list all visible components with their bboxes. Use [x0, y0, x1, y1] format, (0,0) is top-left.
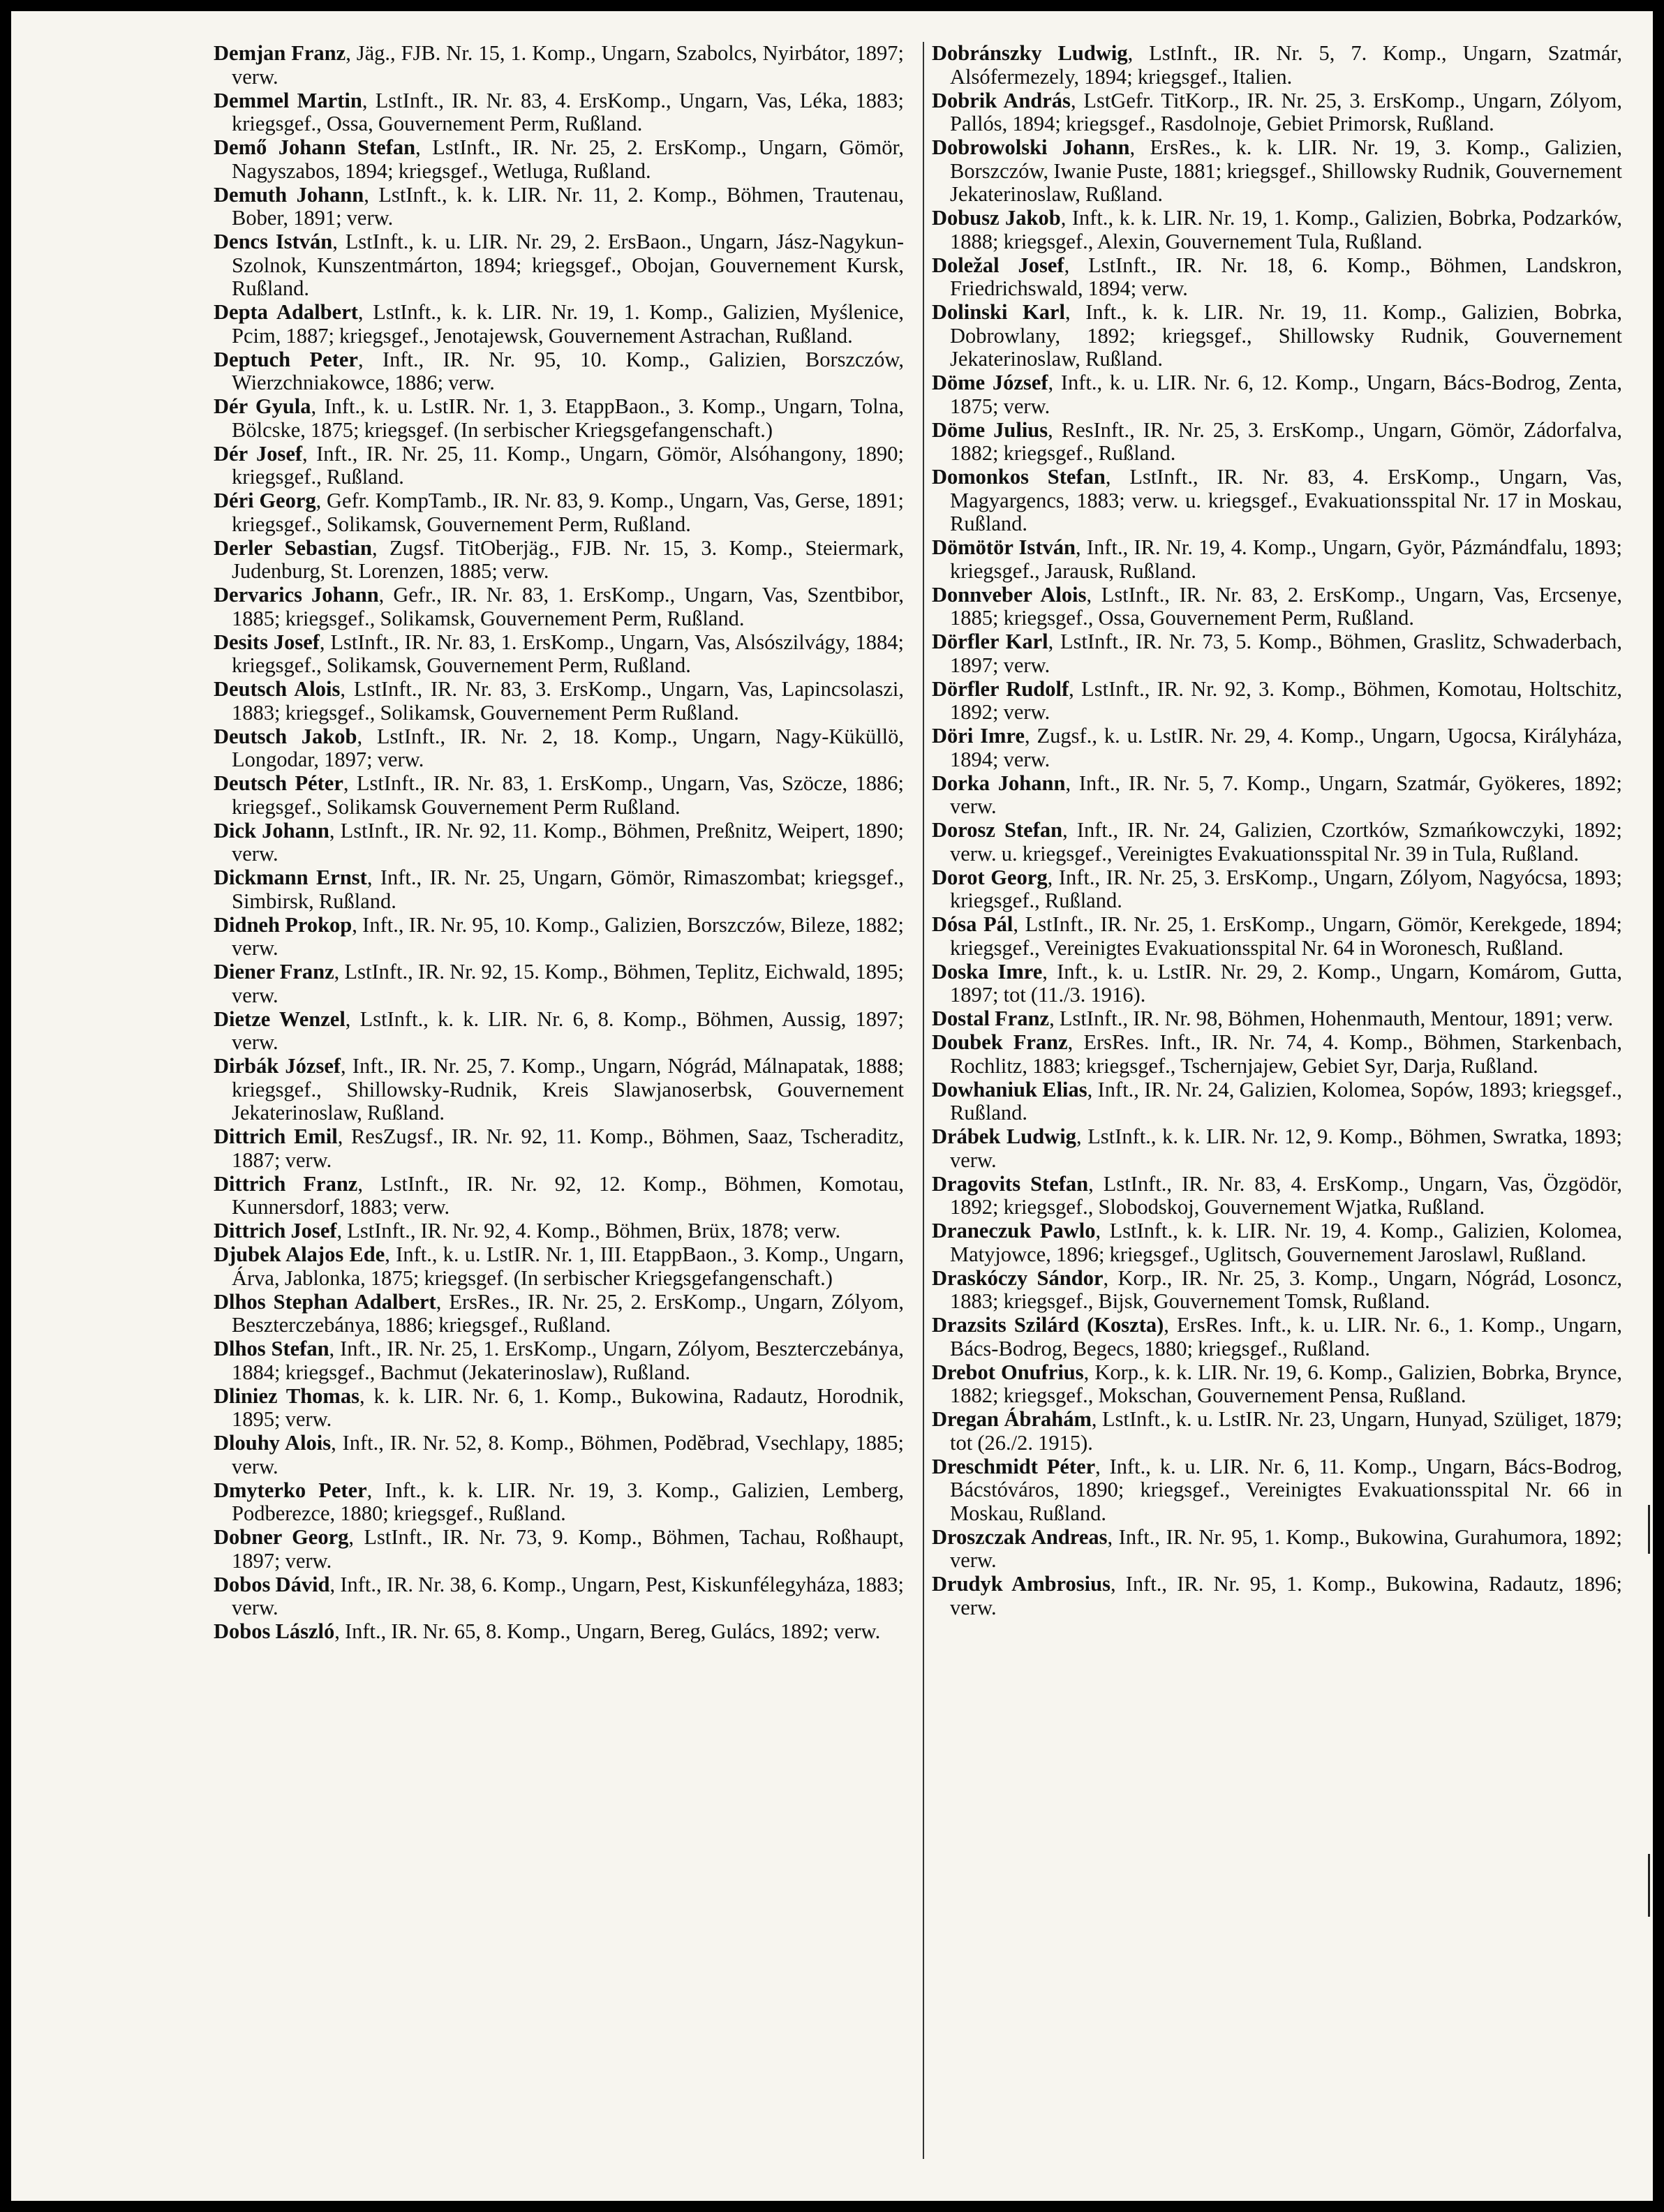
entry-details: Inft., IR. Nr. 24, Galizien, Kolomea, Sopów, 1893; kriegsgef., Rußland. — [950, 1077, 1623, 1124]
entry-details: Inft., k. u. LstIR. Nr. 1, 3. EtappBaon., 3. Komp., Ungarn, Tolna, Bölcske, 1875; kriegsgef. (In serbischer Kriegsgefangenschaft.) — [232, 394, 905, 442]
list-entry: Dreschmidt Péter, Inft., k. u. LIR. Nr. 6, 11. Komp., Ungarn, Bács-Bodrog, Bácstóváros, 1890; kriegsgef., Vereinigtes Evakuationsspital Nr. 66 in Moskau, Rußland. — [932, 1454, 1623, 1525]
entry-name: Déri Georg — [214, 489, 316, 512]
entry-name: Dobrowolski Johann — [932, 135, 1130, 159]
entry-details: Gefr. KompTamb., IR. Nr. 83, 9. Komp., Ungarn, Vas, Gerse, 1891; kriegsgef., Solikamsk, Gouvernement Perm, Rußland. — [232, 489, 905, 536]
list-entry: Dorosz Stefan, Inft., IR. Nr. 24, Galizien, Czortków, Szmańkowczyki, 1892; verw. u. kriegsgef., Vereinigtes Evakuationsspital Nr. 39 in Tula, Rußland. — [932, 818, 1623, 866]
list-entry: Dittrich Franz, LstInft., IR. Nr. 92, 12. Komp., Böhmen, Komotau, Kunnersdorf, 1883; verw. — [214, 1171, 904, 1219]
list-entry: Draskóczy Sándor, Korp., IR. Nr. 25, 3. Komp., Ungarn, Nógrád, Losoncz, 1883; kriegsgef., Bijsk, Gouvernement Tomsk, Rußland. — [932, 1265, 1623, 1313]
entry-name: Dowhaniuk Elias — [932, 1077, 1087, 1101]
edge-mark — [1648, 1505, 1650, 1554]
entry-name: Dörfler Karl — [932, 630, 1048, 653]
entry-name: Döme Julius — [932, 417, 1048, 442]
entry-name: Dirbák József — [214, 1054, 341, 1078]
entry-name: Djubek Alajos Ede — [214, 1242, 385, 1266]
entry-details: LstInft., IR. Nr. 83, 2. ErsKomp., Ungarn, Vas, Ercsenye, 1885; kriegsgef., Ossa, Gouvernement Perm, Rußland. — [950, 582, 1622, 630]
list-entry: Dolinski Karl, Inft., k. k. LIR. Nr. 19, 11. Komp., Galizien, Bobrka, Dobrowlany, 1892; kriegsgef., Shillowsky Rudnik, Gouvernement Jekaterinoslaw, Rußland. — [932, 300, 1622, 371]
entry-details: LstInft., IR. Nr. 83, 4. ErsKomp., Ungarn, Vas, Léka, 1883; kriegsgef., Ossa, Gouvernement Perm, Rußland. — [232, 88, 905, 135]
entry-details: LstInft., IR. Nr. 18, 6. Komp., Böhmen, Landskron, Friedrichswald, 1894; verw. — [950, 253, 1622, 300]
list-entry: Dobrik András, LstGefr. TitKorp., IR. Nr. 25, 3. ErsKomp., Ungarn, Zólyom, Pallós, 1894; kriegsgef., Rasdolnoje, Gebiet Primorsk, Rußland. — [932, 88, 1623, 135]
entry-name: Dickmann Ernst — [214, 866, 367, 889]
entry-details: Inft., IR. Nr. 65, 8. Komp., Ungarn, Bereg, Gulács, 1892; verw. — [344, 1619, 881, 1643]
entry-details: LstInft., IR. Nr. 25, 2. ErsKomp., Ungarn, Gömör, Nagyszabos, 1894; kriegsgef., Wetluga, Rußland. — [232, 135, 905, 183]
entry-details: Korp., IR. Nr. 25, 3. Komp., Ungarn, Nógrád, Losoncz, 1883; kriegsgef., Bijsk, Gouvernement Tomsk, Rußland. — [950, 1265, 1623, 1313]
list-entry: Dömötör István, Inft., IR. Nr. 19, 4. Komp., Ungarn, Györ, Pázmándfalu, 1893; kriegsgef., Jarausk, Rußland. — [932, 535, 1623, 583]
entry-name: Dostal Franz — [932, 1007, 1050, 1030]
entry-name: Dlhos Stefan — [214, 1337, 329, 1360]
entry-details: LstInft., k. u. LIR. Nr. 29, 2. ErsBaon., Ungarn, Jász-Nagykun-Szolnok, Kunszentmárton, 1894; kriegsgef., Obojan, Gouvernement Kursk, Rußland. — [232, 230, 905, 300]
entry-details: Inft., IR. Nr. 38, 6. Komp., Ungarn, Pest, Kiskunfélegyháza, 1883; verw. — [232, 1572, 905, 1619]
entry-name: Deutsch Alois — [214, 677, 341, 701]
list-entry: Demő Johann Stefan, LstInft., IR. Nr. 25, 2. ErsKomp., Ungarn, Gömör, Nagyszabos, 1894; kriegsgef., Wetluga, Rußland. — [214, 135, 905, 183]
list-entry: Dostal Franz, LstInft., IR. Nr. 98, Böhmen, Hohenmauth, Mentour, 1891; verw. — [932, 1007, 1614, 1030]
entry-details: LstInft., IR. Nr. 83, 4. ErsKomp., Ungarn, Vas, Magyargencs, 1883; verw. u. kriegsgef., Evakuationsspital Nr. 17 in Moskau, Rußland. — [950, 465, 1623, 535]
entry-name: Dobusz Jakob — [932, 206, 1061, 230]
entry-details: Zugsf. TitOberjäg., FJB. Nr. 15, 3. Komp., Steiermark, Judenburg, St. Lorenzen, 1885; verw. — [232, 535, 904, 583]
entry-details: LstInft., IR. Nr. 2, 18. Komp., Ungarn, Nagy-Küküllö, Longodar, 1897; verw. — [232, 724, 904, 771]
list-entry: Döme József, Inft., k. u. LIR. Nr. 6, 12. Komp., Ungarn, Bács-Bodrog, Zenta, 1875; verw. — [932, 371, 1623, 418]
entry-name: Dósa Pál — [932, 912, 1013, 936]
list-entry: Droszczak Andreas, Inft., IR. Nr. 95, 1. Komp., Bukowina, Gurahumora, 1892; verw. — [932, 1524, 1623, 1572]
columns — [214, 42, 1622, 2159]
entry-details: LstInft., IR. Nr. 83, 1. ErsKomp., Ungarn, Vas, Alsószilvágy, 1884; kriegsgef., Solikamsk, Gouvernement Perm, Rußland. — [232, 630, 904, 677]
list-entry: Dobránszky Ludwig, LstInft., IR. Nr. 5, 7. Komp., Ungarn, Szatmár, Alsófermezely, 1894; kriegsgef., Italien. — [932, 41, 1622, 89]
entry-details: LstInft., k. k. LIR. Nr. 12, 9. Komp., Böhmen, Swratka, 1893; verw. — [950, 1124, 1622, 1172]
entry-name: Dencs István — [214, 230, 333, 253]
list-entry: Dregan Ábrahám, LstInft., k. u. LstIR. Nr. 23, Ungarn, Hunyad, Szüliget, 1879; tot (26./2. 1915). — [932, 1407, 1622, 1455]
entry-details: Inft., k. u. LstIR. Nr. 1, III. EtappBaon., 3. Komp., Ungarn, Árva, Jablonka, 1875; kriegsgef. (In serbischer Kriegsgefangenschaft.) — [232, 1242, 905, 1290]
entry-name: Donnveber Alois — [932, 582, 1087, 607]
entry-name: Dolinski Karl — [932, 300, 1066, 324]
entry-name: Drazsits Szilárd (Koszta) — [932, 1313, 1164, 1337]
entry-name: Dreschmidt Péter — [932, 1454, 1096, 1478]
entry-details: ErsRes. Inft., k. u. LIR. Nr. 6., 1. Komp., Ungarn, Bács-Bodrog, Begecs, 1880; kriegsgef., Rußland. — [950, 1313, 1623, 1360]
entry-name: Dliniez Thomas — [214, 1383, 359, 1408]
entry-details: Zugsf., k. u. LstIR. Nr. 29, 4. Komp., Ungarn, Ugocsa, Királyháza, 1894; verw. — [950, 724, 1623, 771]
entry-details: Inft., IR. Nr. 95, 1. Komp., Bukowina, Radautz, 1896; verw. — [950, 1572, 1623, 1619]
entry-details: Inft., IR. Nr. 25, Ungarn, Gömör, Rimaszombat; kriegsgef., Simbirsk, Rußland. — [232, 866, 905, 913]
entry-name: Draskóczy Sándor — [932, 1265, 1104, 1290]
entry-details: Inft., IR. Nr. 52, 8. Komp., Böhmen, Podĕbrad, Vsechlapy, 1885; verw. — [232, 1431, 905, 1478]
left-column — [214, 42, 904, 2159]
entry-name: Dorot Georg — [932, 865, 1048, 889]
entry-details: LstInft., IR. Nr. 25, 1. ErsKomp., Ungarn, Gömör, Kerekgede, 1894; kriegsgef., Vereinigtes Evakuationsspital Nr. 64 in Woronesch, Rußland. — [950, 912, 1622, 960]
entry-name: Deutsch Jakob — [214, 724, 357, 748]
entry-name: Dittrich Josef — [214, 1219, 337, 1242]
entry-name: Drudyk Ambrosius — [932, 1572, 1110, 1596]
list-entry: Döme Julius, ResInft., IR. Nr. 25, 3. ErsKomp., Ungarn, Gömör, Zádorfalva, 1882; kriegsgef., Rußland. — [932, 417, 1623, 465]
list-entry: Dencs István, LstInft., k. u. LIR. Nr. 29, 2. ErsBaon., Ungarn, Jász-Nagykun-Szolnok, Kunszentmárton, 1894; kriegsgef., Obojan, Gouvernement Kursk, Rußland. — [214, 230, 905, 300]
entry-details: Inft., IR. Nr. 95, 1. Komp., Bukowina, Gurahumora, 1892; verw. — [950, 1524, 1623, 1572]
list-entry: Demmel Martin, LstInft., IR. Nr. 83, 4. ErsKomp., Ungarn, Vas, Léka, 1883; kriegsgef., Ossa, Gouvernement Perm, Rußland. — [214, 88, 905, 135]
edge-mark — [1648, 1854, 1650, 1917]
entry-details: LstInft., IR. Nr. 92, 15. Komp., Böhmen, Teplitz, Eichwald, 1895; verw. — [232, 960, 905, 1007]
entry-details: ErsRes., IR. Nr. 25, 2. ErsKomp., Ungarn, Zólyom, Beszterczebánya, 1886; kriegsgef., Rußland. — [232, 1289, 904, 1337]
entry-name: Depta Adalbert — [214, 300, 358, 324]
entry-details: LstInft., IR. Nr. 92, 12. Komp., Böhmen, Komotau, Kunnersdorf, 1883; verw. — [232, 1171, 904, 1219]
entry-details: ErsRes. Inft., IR. Nr. 74, 4. Komp., Böhmen, Starkenbach, Rochlitz, 1883; kriegsgef., Tschernjajew, Gebiet Syr, Darja, Rußland. — [950, 1030, 1623, 1078]
list-entry: Dobos Dávid, Inft., IR. Nr. 38, 6. Komp., Ungarn, Pest, Kiskunfélegyháza, 1883; verw. — [214, 1572, 905, 1619]
entry-details: Inft., k. u. LIR. Nr. 6, 11. Komp., Ungarn, Bács-Bodrog, Bácstóváros, 1890; kriegsgef., Vereinigtes Evakuationsspital Nr. 66 in Moskau, Rußland. — [950, 1454, 1623, 1525]
right-column — [932, 42, 1622, 2159]
entry-name: Desits Josef — [214, 630, 320, 654]
list-entry: Doležal Josef, LstInft., IR. Nr. 18, 6. Komp., Böhmen, Landskron, Friedrichswald, 1894; verw. — [932, 253, 1622, 300]
list-entry: Dér Gyula, Inft., k. u. LstIR. Nr. 1, 3. EtappBaon., 3. Komp., Ungarn, Tolna, Bölcske, 1875; kriegsgef. (In serbischer Kriegsgefangenschaft.) — [214, 394, 905, 442]
entry-name: Dlhos Stephan Adalbert — [214, 1289, 436, 1314]
entry-name: Domonkos Stefan — [932, 465, 1106, 489]
entry-details: LstInft., IR. Nr. 5, 7. Komp., Ungarn, Szatmár, Alsófermezely, 1894; kriegsgef., Italien. — [950, 41, 1622, 89]
entry-details: LstInft., IR. Nr. 92, 4. Komp., Böhmen, Brüx, 1878; verw. — [347, 1219, 841, 1242]
list-entry: Dobrowolski Johann, ErsRes., k. k. LIR. Nr. 19, 3. Komp., Galizien, Borszczów, Iwanie Puste, 1881; kriegsgef., Shillowsky Rudnik, Gouvernement Jekaterinoslaw, Rußland. — [932, 135, 1623, 206]
entry-details: Inft., IR. Nr. 19, 4. Komp., Ungarn, Györ, Pázmándfalu, 1893; kriegsgef., Jarausk, Rußland. — [950, 535, 1623, 583]
list-entry: Demjan Franz, Jäg., FJB. Nr. 15, 1. Komp., Ungarn, Szabolcs, Nyirbátor, 1897; verw. — [214, 41, 904, 89]
entry-details: Inft., k. u. LIR. Nr. 6, 12. Komp., Ungarn, Bács-Bodrog, Zenta, 1875; verw. — [950, 371, 1623, 418]
list-entry: Diener Franz, LstInft., IR. Nr. 92, 15. Komp., Böhmen, Teplitz, Eichwald, 1895; verw. — [214, 960, 905, 1007]
entry-name: Dér Gyula — [214, 394, 311, 418]
entry-details: ResZugsf., IR. Nr. 92, 11. Komp., Böhmen, Saaz, Tscheraditz, 1887; verw. — [232, 1124, 904, 1172]
entry-name: Dömötör István — [932, 535, 1076, 559]
list-entry: Dick Johann, LstInft., IR. Nr. 92, 11. Komp., Böhmen, Preßnitz, Weipert, 1890; verw. — [214, 818, 905, 866]
entry-details: Inft., IR. Nr. 25, 7. Komp., Ungarn, Nógrád, Málnapatak, 1888; kriegsgef., Shillowsky-Rudnik, Kreis Slawjanoserbsk, Gouvernement Jekaterinoslaw, Rußland. — [232, 1054, 905, 1124]
list-entry: Doubek Franz, ErsRes. Inft., IR. Nr. 74, 4. Komp., Böhmen, Starkenbach, Rochlitz, 1883; kriegsgef., Tschernjajew, Gebiet Syr, Darja, Rußland. — [932, 1030, 1623, 1078]
list-entry: Dietze Wenzel, LstInft., k. k. LIR. Nr. 6, 8. Komp., Böhmen, Aussig, 1897; verw. — [214, 1007, 905, 1054]
list-entry: Dobos László, Inft., IR. Nr. 65, 8. Komp., Ungarn, Bereg, Gulács, 1892; verw. — [214, 1619, 881, 1643]
entry-details: LstInft., IR. Nr. 73, 9. Komp., Böhmen, Tachau, Roßhaupt, 1897; verw. — [232, 1525, 904, 1573]
entry-name: Dlouhy Alois — [214, 1431, 332, 1455]
entry-name: Dragovits Stefan — [932, 1171, 1089, 1196]
list-entry: Deutsch Jakob, LstInft., IR. Nr. 2, 18. Komp., Ungarn, Nagy-Küküllö, Longodar, 1897; verw. — [214, 724, 904, 771]
list-entry: Dér Josef, Inft., IR. Nr. 25, 11. Komp., Ungarn, Gömör, Alsóhangony, 1890; kriegsgef., Rußland. — [214, 441, 904, 489]
list-entry: Dörfler Rudolf, LstInft., IR. Nr. 92, 3. Komp., Böhmen, Komotau, Holtschitz, 1892; verw. — [932, 676, 1622, 724]
entry-name: Drebot Onufrius — [932, 1360, 1084, 1384]
entry-details: Inft., k. u. LstIR. Nr. 29, 2. Komp., Ungarn, Komárom, Gutta, 1897; tot (11./3. 1916). — [950, 959, 1622, 1007]
list-entry: Draneczuk Pawlo, LstInft., k. k. LIR. Nr. 19, 4. Komp., Galizien, Kolomea, Matyjowce, 1896; kriegsgef., Uglitsch, Gouvernement Jaroslawl, Rußland. — [932, 1219, 1622, 1266]
entry-name: Doska Imre — [932, 959, 1043, 983]
entry-name: Dobos László — [214, 1619, 335, 1643]
entry-name: Draneczuk Pawlo — [932, 1219, 1096, 1242]
list-entry: Dobner Georg, LstInft., IR. Nr. 73, 9. Komp., Böhmen, Tachau, Roßhaupt, 1897; verw. — [214, 1525, 904, 1573]
entry-name: Dmyterko Peter — [214, 1478, 367, 1502]
list-entry: Dmyterko Peter, Inft., k. k. LIR. Nr. 19, 3. Komp., Galizien, Lemberg, Podberezce, 1880; kriegsgef., Rußland. — [214, 1478, 905, 1525]
list-entry: Dósa Pál, LstInft., IR. Nr. 25, 1. ErsKomp., Ungarn, Gömör, Kerekgede, 1894; kriegsgef., Vereinigtes Evakuationsspital Nr. 64 in Woronesch, Rußland. — [932, 912, 1622, 960]
entry-name: Dervarics Johann — [214, 583, 379, 607]
list-entry: Derler Sebastian, Zugsf. TitOberjäg., FJB. Nr. 15, 3. Komp., Steiermark, Judenburg, St. Lorenzen, 1885; verw. — [214, 535, 904, 583]
list-entry: Dragovits Stefan, LstInft., IR. Nr. 83, 4. ErsKomp., Ungarn, Vas, Özgödör, 1892; kriegsgef., Slobodskoj, Gouvernement Wjatka, Rußland. — [932, 1171, 1623, 1219]
entry-details: ResInft., IR. Nr. 25, 3. ErsKomp., Ungarn, Gömör, Zádorfalva, 1882; kriegsgef., Rußland. — [950, 417, 1623, 465]
entry-details: LstGefr. TitKorp., IR. Nr. 25, 3. ErsKomp., Ungarn, Zólyom, Pallós, 1894; kriegsgef., Rasdolnoje, Gebiet Primorsk, Rußland. — [950, 88, 1623, 135]
entry-details: LstInft., k. u. LstIR. Nr. 23, Ungarn, Hunyad, Szüliget, 1879; tot (26./2. 1915). — [950, 1407, 1622, 1455]
entry-name: Doležal Josef — [932, 253, 1064, 277]
entry-details: LstInft., k. k. LIR. Nr. 6, 8. Komp., Böhmen, Aussig, 1897; verw. — [232, 1007, 905, 1054]
list-entry: Demuth Johann, LstInft., k. k. LIR. Nr. 11, 2. Komp., Böhmen, Trautenau, Bober, 1891; verw. — [214, 182, 904, 230]
entry-name: Dittrich Franz — [214, 1171, 358, 1196]
entry-details: LstInft., IR. Nr. 73, 5. Komp., Böhmen, Graslitz, Schwaderbach, 1897; verw. — [950, 630, 1623, 677]
entry-name: Demő Johann Stefan — [214, 135, 416, 159]
entry-name: Dorosz Stefan — [932, 818, 1063, 842]
entry-details: ErsRes., k. k. LIR. Nr. 19, 3. Komp., Galizien, Borszczów, Iwanie Puste, 1881; kriegsgef., Shillowsky Rudnik, Gouvernement Jekaterinoslaw, Rußland. — [950, 135, 1623, 206]
entry-details: Inft., k. k. LIR. Nr. 19, 1. Komp., Galizien, Bobrka, Podzarków, 1888; kriegsgef., Alexin, Gouvernement Tula, Rußland. — [950, 206, 1622, 253]
entry-name: Deutsch Péter — [214, 771, 343, 795]
list-entry: Dickmann Ernst, Inft., IR. Nr. 25, Ungarn, Gömör, Rimaszombat; kriegsgef., Simbirsk, Rußland. — [214, 866, 905, 913]
list-entry: Dirbák József, Inft., IR. Nr. 25, 7. Komp., Ungarn, Nógrád, Málnapatak, 1888; kriegsgef., Shillowsky-Rudnik, Kreis Slawjanoserbsk, Gouvernement Jekaterinoslaw, Rußland. — [214, 1054, 905, 1124]
list-entry: Dorka Johann, Inft., IR. Nr. 5, 7. Komp., Ungarn, Szatmár, Gyökeres, 1892; verw. — [932, 771, 1622, 818]
entry-name: Dregan Ábrahám — [932, 1407, 1092, 1431]
entry-name: Deptuch Peter — [214, 347, 358, 371]
list-entry: Donnveber Alois, LstInft., IR. Nr. 83, 2. ErsKomp., Ungarn, Vas, Ercsenye, 1885; kriegsgef., Ossa, Gouvernement Perm, Rußland. — [932, 582, 1622, 630]
entry-name: Dér Josef — [214, 441, 303, 466]
entry-name: Doubek Franz — [932, 1030, 1068, 1054]
entry-name: Demuth Johann — [214, 182, 364, 207]
entry-details: Gefr., IR. Nr. 83, 1. ErsKomp., Ungarn, Vas, Szentbibor, 1885; kriegsgef., Solikamsk, Gouvernement Perm, Rußland. — [232, 583, 904, 630]
list-entry: Dliniez Thomas, k. k. LIR. Nr. 6, 1. Komp., Bukowina, Radautz, Horodnik, 1895; verw. — [214, 1383, 904, 1431]
entry-details: Inft., IR. Nr. 5, 7. Komp., Ungarn, Szatmár, Gyökeres, 1892; verw. — [950, 771, 1622, 818]
list-entry: Déri Georg, Gefr. KompTamb., IR. Nr. 83, 9. Komp., Ungarn, Vas, Gerse, 1891; kriegsgef., Solikamsk, Gouvernement Perm, Rußland. — [214, 489, 905, 536]
entry-name: Döme József — [932, 371, 1048, 394]
entry-details: Inft., IR. Nr. 95, 10. Komp., Galizien, Borszczów, Wierzchniakowce, 1886; verw. — [232, 347, 905, 394]
list-entry: Drábek Ludwig, LstInft., k. k. LIR. Nr. 12, 9. Komp., Böhmen, Swratka, 1893; verw. — [932, 1124, 1622, 1172]
entry-details: LstInft., IR. Nr. 92, 11. Komp., Böhmen, Preßnitz, Weipert, 1890; verw. — [232, 818, 905, 866]
entry-details: LstInft., k. k. LIR. Nr. 19, 4. Komp., Galizien, Kolomea, Matyjowce, 1896; kriegsgef., Uglitsch, Gouvernement Jaroslawl, Rußland. — [950, 1219, 1622, 1266]
entry-details: Jäg., FJB. Nr. 15, 1. Komp., Ungarn, Szabolcs, Nyirbátor, 1897; verw. — [232, 41, 904, 89]
entry-name: Dörfler Rudolf — [932, 676, 1069, 701]
entry-name: Drábek Ludwig — [932, 1124, 1076, 1148]
entry-name: Droszczak Andreas — [932, 1524, 1108, 1549]
entry-details: Inft., k. k. LIR. Nr. 19, 11. Komp., Galizien, Bobrka, Dobrowlany, 1892; kriegsgef., Shillowsky Rudnik, Gouvernement Jekaterinoslaw, Rußland. — [950, 300, 1622, 371]
list-entry: Deptuch Peter, Inft., IR. Nr. 95, 10. Komp., Galizien, Borszczów, Wierzchniakowce, 1886; verw. — [214, 347, 905, 394]
entry-details: Inft., IR. Nr. 24, Galizien, Czortków, Szmańkowczyki, 1892; verw. u. kriegsgef., Vereinigtes Evakuationsspital Nr. 39 in Tula, Rußland. — [950, 818, 1623, 866]
entry-details: LstInft., IR. Nr. 98, Böhmen, Hohenmauth, Mentour, 1891; verw. — [1059, 1007, 1614, 1030]
list-entry: Dittrich Josef, LstInft., IR. Nr. 92, 4. Komp., Böhmen, Brüx, 1878; verw. — [214, 1219, 841, 1242]
list-entry: Depta Adalbert, LstInft., k. k. LIR. Nr. 19, 1. Komp., Galizien, Myślenice, Pcim, 1887; kriegsgef., Jenotajewsk, Gouvernement Astrachan, Rußland. — [214, 300, 904, 348]
entry-details: Inft., IR. Nr. 25, 11. Komp., Ungarn, Gömör, Alsóhangony, 1890; kriegsgef., Rußland. — [232, 441, 904, 489]
entry-details: LstInft., IR. Nr. 83, 1. ErsKomp., Ungarn, Vas, Szöcze, 1886; kriegsgef., Solikamsk Gouvernement Perm Rußland. — [232, 771, 905, 819]
list-entry: Döri Imre, Zugsf., k. u. LstIR. Nr. 29, 4. Komp., Ungarn, Ugocsa, Királyháza, 1894; verw. — [932, 724, 1623, 771]
entry-name: Derler Sebastian — [214, 535, 372, 560]
list-entry: Dittrich Emil, ResZugsf., IR. Nr. 92, 11. Komp., Böhmen, Saaz, Tscheraditz, 1887; verw. — [214, 1124, 904, 1172]
entry-details: Korp., k. k. LIR. Nr. 19, 6. Komp., Galizien, Bobrka, Brynce, 1882; kriegsgef., Mokschan, Gouvernement Pensa, Rußland. — [950, 1360, 1622, 1407]
entry-name: Dick Johann — [214, 818, 329, 843]
list-entry: Dlhos Stefan, Inft., IR. Nr. 25, 1. ErsKomp., Ungarn, Zólyom, Beszterczebánya, 1884; kriegsgef., Bachmut (Jekaterinoslaw), Rußland. — [214, 1337, 905, 1384]
list-entry: Dorot Georg, Inft., IR. Nr. 25, 3. ErsKomp., Ungarn, Zólyom, Nagyócsa, 1893; kriegsgef., Rußland. — [932, 865, 1622, 912]
list-entry: Dervarics Johann, Gefr., IR. Nr. 83, 1. ErsKomp., Ungarn, Vas, Szentbibor, 1885; kriegsgef., Solikamsk, Gouvernement Perm, Rußland. — [214, 583, 904, 630]
entry-name: Dobner Georg — [214, 1525, 349, 1549]
entry-name: Dobrik András — [932, 88, 1071, 112]
list-entry: Domonkos Stefan, LstInft., IR. Nr. 83, 4. ErsKomp., Ungarn, Vas, Magyargencs, 1883; verw. u. kriegsgef., Evakuationsspital Nr. 17 in Moskau, Rußland. — [932, 465, 1623, 535]
entry-name: Dietze Wenzel — [214, 1007, 346, 1031]
entry-name: Diener Franz — [214, 960, 334, 983]
entry-details: k. k. LIR. Nr. 6, 1. Komp., Bukowina, Radautz, Horodnik, 1895; verw. — [232, 1383, 904, 1431]
entry-details: LstInft., k. k. LIR. Nr. 19, 1. Komp., Galizien, Myślenice, Pcim, 1887; kriegsgef., Jenotajewsk, Gouvernement Astrachan, Rußland. — [232, 300, 904, 348]
list-entry: Dobusz Jakob, Inft., k. k. LIR. Nr. 19, 1. Komp., Galizien, Bobrka, Podzarków, 1888; kriegsgef., Alexin, Gouvernement Tula, Rußland. — [932, 206, 1622, 253]
list-entry: Dowhaniuk Elias, Inft., IR. Nr. 24, Galizien, Kolomea, Sopów, 1893; kriegsgef., Rußland. — [932, 1077, 1623, 1124]
entry-name: Demjan Franz — [214, 41, 346, 65]
entry-details: Inft., k. k. LIR. Nr. 19, 3. Komp., Galizien, Lemberg, Podberezce, 1880; kriegsgef., Rußland. — [232, 1478, 905, 1525]
entry-name: Dittrich Emil — [214, 1124, 338, 1148]
entry-details: Inft., IR. Nr. 25, 3. ErsKomp., Ungarn, Zólyom, Nagyócsa, 1893; kriegsgef., Rußland. — [950, 865, 1622, 912]
list-entry: Drudyk Ambrosius, Inft., IR. Nr. 95, 1. Komp., Bukowina, Radautz, 1896; verw. — [932, 1572, 1623, 1619]
list-entry: Deutsch Péter, LstInft., IR. Nr. 83, 1. ErsKomp., Ungarn, Vas, Szöcze, 1886; kriegsgef., Solikamsk Gouvernement Perm Rußland. — [214, 771, 905, 819]
entry-details: LstInft., IR. Nr. 83, 4. ErsKomp., Ungarn, Vas, Özgödör, 1892; kriegsgef., Slobodskoj, Gouvernement Wjatka, Rußland. — [950, 1171, 1623, 1219]
entry-name: Dorka Johann — [932, 771, 1066, 795]
entry-details: Inft., IR. Nr. 25, 1. ErsKomp., Ungarn, Zólyom, Beszterczebánya, 1884; kriegsgef., Bachmut (Jekaterinoslaw), Rußland. — [232, 1337, 905, 1384]
list-entry: Dlouhy Alois, Inft., IR. Nr. 52, 8. Komp., Böhmen, Podĕbrad, Vsechlapy, 1885; verw. — [214, 1431, 905, 1478]
list-entry: Drebot Onufrius, Korp., k. k. LIR. Nr. 19, 6. Komp., Galizien, Bobrka, Brynce, 1882; kriegsgef., Mokschan, Gouvernement Pensa, Rußland. — [932, 1360, 1622, 1407]
entry-name: Dobos Dávid — [214, 1572, 330, 1596]
list-entry: Dlhos Stephan Adalbert, ErsRes., IR. Nr. 25, 2. ErsKomp., Ungarn, Zólyom, Beszterczebánya, 1886; kriegsgef., Rußland. — [214, 1289, 904, 1337]
entry-name: Didneh Prokop — [214, 912, 352, 937]
list-entry: Desits Josef, LstInft., IR. Nr. 83, 1. ErsKomp., Ungarn, Vas, Alsószilvágy, 1884; kriegsgef., Solikamsk, Gouvernement Perm, Rußland. — [214, 630, 904, 677]
list-entry: Dörfler Karl, LstInft., IR. Nr. 73, 5. Komp., Böhmen, Graslitz, Schwaderbach, 1897; verw. — [932, 630, 1623, 677]
list-entry: Djubek Alajos Ede, Inft., k. u. LstIR. Nr. 1, III. EtappBaon., 3. Komp., Ungarn, Árva, Jablonka, 1875; kriegsgef. (In serbischer Kriegsgefangenschaft.) — [214, 1242, 905, 1290]
list-entry: Deutsch Alois, LstInft., IR. Nr. 83, 3. ErsKomp., Ungarn, Vas, Lapincsolaszi, 1883; kriegsgef., Solikamsk, Gouvernement Perm Rußland. — [214, 677, 904, 725]
entry-name: Döri Imre — [932, 724, 1025, 748]
entry-details: LstInft., IR. Nr. 92, 3. Komp., Böhmen, Komotau, Holtschitz, 1892; verw. — [950, 676, 1622, 724]
entry-name: Demmel Martin — [214, 88, 362, 112]
list-entry: Doska Imre, Inft., k. u. LstIR. Nr. 29, 2. Komp., Ungarn, Komárom, Gutta, 1897; tot (11./3. 1916). — [932, 959, 1622, 1007]
entry-details: Inft., IR. Nr. 95, 10. Komp., Galizien, Borszczów, Bileze, 1882; verw. — [232, 912, 904, 960]
entry-name: Dobránszky Ludwig — [932, 41, 1128, 65]
list-entry: Drazsits Szilárd (Koszta), ErsRes. Inft., k. u. LIR. Nr. 6., 1. Komp., Ungarn, Bács-Bodrog, Begecs, 1880; kriegsgef., Rußland. — [932, 1313, 1623, 1360]
list-entry: Didneh Prokop, Inft., IR. Nr. 95, 10. Komp., Galizien, Borszczów, Bileze, 1882; verw. — [214, 912, 904, 960]
entry-details: LstInft., IR. Nr. 83, 3. ErsKomp., Ungarn, Vas, Lapincsolaszi, 1883; kriegsgef., Solikamsk, Gouvernement Perm Rußland. — [232, 677, 904, 725]
entry-details: LstInft., k. k. LIR. Nr. 11, 2. Komp., Böhmen, Trautenau, Bober, 1891; verw. — [232, 182, 904, 230]
